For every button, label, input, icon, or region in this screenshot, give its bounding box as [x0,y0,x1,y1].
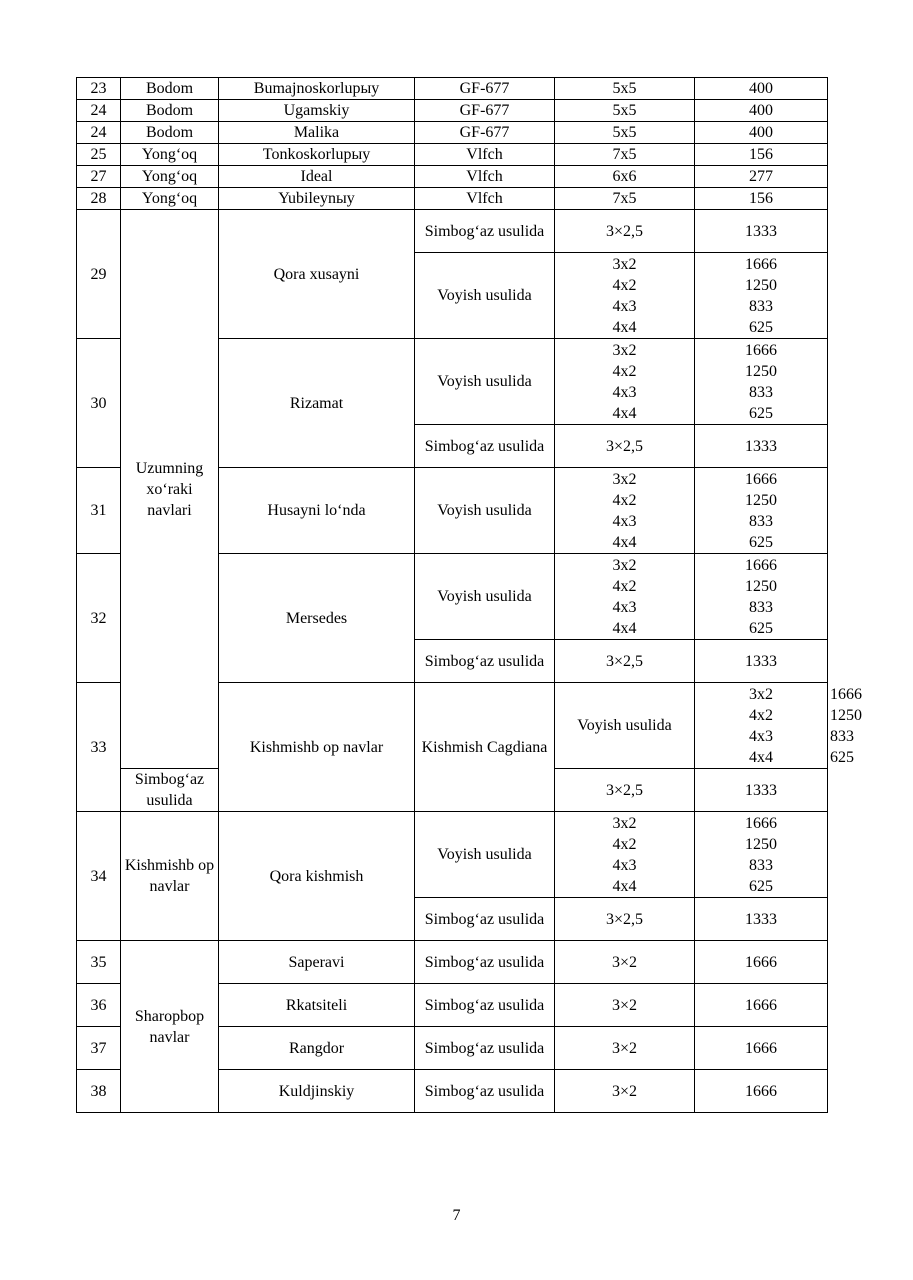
plant-count: 1666 [695,984,828,1027]
plant-count: 1333 [695,898,828,941]
rootstock-method: GF-677 [415,78,555,100]
variety-name: Malika [219,122,415,144]
count-value: 625 [749,318,773,336]
table-row [77,812,828,898]
crop-group: Sharopbop navlar [121,941,219,1113]
planting-scheme: 7x5 [555,144,695,166]
scheme-value: 4x2 [612,835,637,853]
row-number: 29 [77,210,121,339]
plant-count: 156 [695,144,828,166]
crop-group: Yong‘oq [121,144,219,166]
crop-group: Bodom [121,78,219,100]
planting-method: Simbog‘az usulida [415,984,555,1027]
row-number: 31 [77,468,121,554]
scheme-value: 4x2 [612,276,637,294]
table-row [77,100,828,122]
scheme-value: 4x4 [612,404,637,422]
variety-name: Husayni lo‘nda [219,468,415,554]
scheme-value: 4x4 [612,619,637,637]
row-number: 23 [77,78,121,100]
variety-name: Qora kishmish [219,812,415,941]
row-number: 24 [77,100,121,122]
variety-name: Rizamat [219,339,415,468]
row-number: 36 [77,984,121,1027]
rootstock-method: Vlfch [415,144,555,166]
row-number: 38 [77,1070,121,1113]
table-row [77,78,828,100]
planting-scheme-list [555,554,695,640]
plant-count: 1333 [695,425,828,468]
scheme-value: 4x3 [612,383,637,401]
scheme-value: 3x2 [612,255,637,273]
scheme-value: 3x2 [612,470,637,488]
planting-scheme: 3×2,5 [555,898,695,941]
plant-count-list [695,812,828,898]
scheme-value: 4x2 [612,362,637,380]
count-value: 625 [749,619,773,637]
row-number: 24 [77,122,121,144]
planting-method: Voyish usulida [415,812,555,898]
planting-method: Voyish usulida [415,339,555,425]
count-value: 625 [749,877,773,895]
crop-group: Yong‘oq [121,166,219,188]
planting-method: Simbog‘az usulida [415,425,555,468]
table-row [77,941,828,984]
plant-count: 1333 [695,640,828,683]
plant-count: 1333 [695,769,828,812]
scheme-value: 4x4 [612,533,637,551]
plant-count: 1666 [695,941,828,984]
count-value: 1250 [745,362,777,380]
page-number: 7 [452,1207,461,1224]
planting-method: Simbog‘az usulida [415,1070,555,1113]
scheme-value: 4x3 [749,727,773,745]
scheme-value: 3x2 [749,685,773,703]
planting-scheme-list [695,683,828,769]
count-value: 1666 [745,556,777,574]
crop-group: Kishmishb op navlar [121,812,219,941]
planting-scheme-list [555,468,695,554]
rootstock-method: Vlfch [415,188,555,210]
variety-name: Qora xusayni [219,210,415,339]
scheme-value: 3x2 [612,814,637,832]
row-number: 30 [77,339,121,468]
planting-method: Simbog‘az usulida [415,640,555,683]
row-number: 25 [77,144,121,166]
variety-name: Kuldjinskiy [219,1070,415,1113]
planting-scheme: 3×2,5 [555,640,695,683]
variety-name: Yubileynыy [219,188,415,210]
count-value: 833 [749,856,773,874]
count-value: 833 [749,297,773,315]
plant-count: 400 [695,122,828,144]
crop-group: Bodom [121,100,219,122]
plant-count-list [695,554,828,640]
count-value: 1666 [745,814,777,832]
planting-scheme: 5x5 [555,100,695,122]
count-value: 833 [749,598,773,616]
planting-scheme: 7x5 [555,188,695,210]
scheme-value: 4x3 [612,598,637,616]
planting-scheme-list [555,253,695,339]
table-row [77,188,828,210]
row-number: 28 [77,188,121,210]
plant-count: 1333 [695,210,828,253]
plant-count: 277 [695,166,828,188]
variety-name: Saperavi [219,941,415,984]
variety-name: Ugamskiy [219,100,415,122]
planting-method: Simbog‘az usulida [121,769,219,812]
planting-method: Voyish usulida [415,554,555,640]
rootstock-method: GF-677 [415,100,555,122]
planting-scheme: 3×2 [555,1027,695,1070]
scheme-value: 4x3 [612,856,637,874]
planting-table [76,77,862,1113]
rootstock-method: GF-677 [415,122,555,144]
count-value: 1250 [745,491,777,509]
scheme-value: 4x3 [612,297,637,315]
planting-scheme: 3×2,5 [555,425,695,468]
planting-scheme-list [555,812,695,898]
scheme-value: 4x4 [749,748,773,766]
count-value: 1250 [745,835,777,853]
plant-count: 1666 [695,1070,828,1113]
scheme-value: 4x2 [749,706,773,724]
plant-count: 400 [695,100,828,122]
planting-method: Voyish usulida [555,683,695,769]
count-value: 1250 [745,276,777,294]
plant-count: 400 [695,78,828,100]
planting-method: Simbog‘az usulida [415,210,555,253]
planting-scheme: 3×2 [555,984,695,1027]
row-number: 37 [77,1027,121,1070]
variety-name: Tonkoskorlupыy [219,144,415,166]
plant-count: 156 [695,188,828,210]
scheme-value: 4x2 [612,577,637,595]
table-row [77,122,828,144]
row-number: 32 [77,554,121,683]
table-row: 33 Kishmishb op navlar Kishmish Cagdiana Voyish usulida 3x2 4x2 4x3 4x4 1666 1250 833 625 [77,683,828,769]
crop-group: Uzumning xo‘raki navlari [121,210,219,769]
count-value: 1666 [745,470,777,488]
planting-scheme: 3×2 [555,1070,695,1113]
variety-name: Ideal [219,166,415,188]
planting-scheme: 5x5 [555,78,695,100]
scheme-value: 4x4 [612,877,637,895]
count-value: 1666 [745,341,777,359]
scheme-value: 3x2 [612,341,637,359]
table-row [77,144,828,166]
count-value: 1666 [745,255,777,273]
count-value: 833 [749,512,773,530]
variety-name: Rkatsiteli [219,984,415,1027]
planting-scheme-list [555,339,695,425]
table-row [77,210,828,253]
scheme-value: 4x2 [612,491,637,509]
rootstock-method: Vlfch [415,166,555,188]
row-number: 27 [77,166,121,188]
variety-name: Rangdor [219,1027,415,1070]
planting-method: Voyish usulida [415,253,555,339]
scheme-value: 4x4 [612,318,637,336]
count-value: 625 [749,404,773,422]
plant-count-list [695,468,828,554]
variety-name: Kishmish Cagdiana [415,683,555,812]
planting-method: Simbog‘az usulida [415,898,555,941]
crop-group: Kishmishb op navlar [219,683,415,812]
planting-scheme: 6x6 [555,166,695,188]
count-value: 1250 [745,577,777,595]
plant-count-list [695,339,828,425]
plant-count-list [695,253,828,339]
planting-method: Simbog‘az usulida [415,1027,555,1070]
planting-scheme: 5x5 [555,122,695,144]
count-value: 833 [749,383,773,401]
scheme-value: 4x3 [612,512,637,530]
planting-method: Simbog‘az usulida [415,941,555,984]
crop-group: Bodom [121,122,219,144]
row-number: 34 [77,812,121,941]
planting-scheme: 3×2,5 [555,210,695,253]
planting-method: Voyish usulida [415,468,555,554]
row-number: 33 [77,683,121,812]
table-row [77,166,828,188]
crop-group: Yong‘oq [121,188,219,210]
plant-count: 1666 [695,1027,828,1070]
variety-name: Bumajnoskorlupыy [219,78,415,100]
row-number: 35 [77,941,121,984]
planting-scheme: 3×2,5 [555,769,695,812]
planting-scheme: 3×2 [555,941,695,984]
variety-name: Mersedes [219,554,415,683]
scheme-value: 3x2 [612,556,637,574]
count-value: 625 [749,533,773,551]
